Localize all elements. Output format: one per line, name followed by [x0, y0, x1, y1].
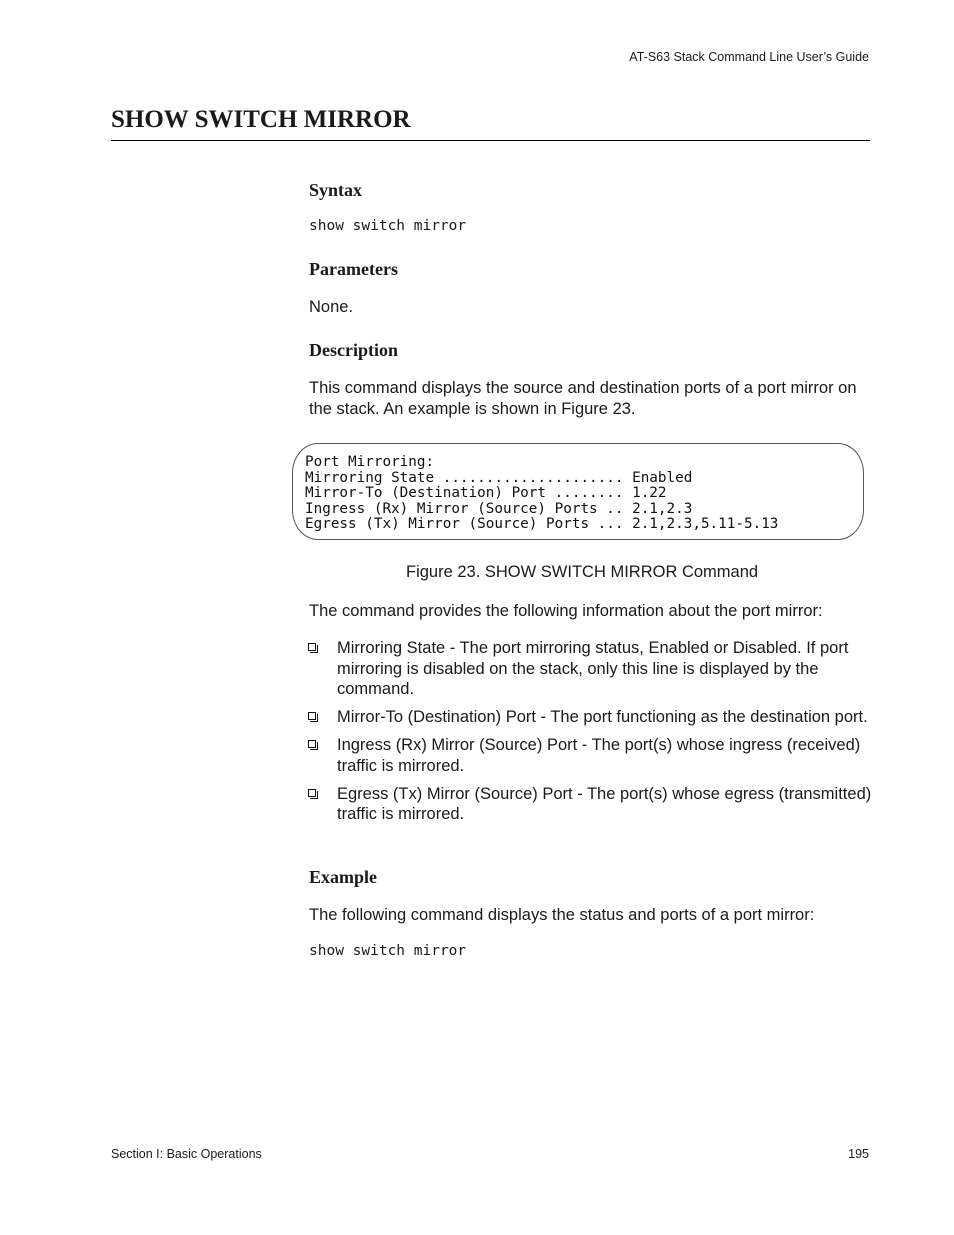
figure-output-text: [305, 455, 778, 533]
figure-line: Egress (Tx) Mirror (Source) Ports ... 2.1,2.3,5.11-5.13: [305, 516, 779, 533]
example-text: The following command displays the status and ports of a port mirror:: [309, 906, 815, 924]
list-item: [307, 707, 872, 728]
box-bullet-icon: [308, 643, 316, 651]
info-bullet-list: [307, 638, 872, 832]
figure-line: Mirror-To (Destination) Port ........ 1.22: [305, 485, 667, 502]
list-item: [307, 784, 872, 825]
page-number: 195: [848, 1147, 869, 1161]
info-intro: The command provides the following information about the port mirror:: [309, 602, 823, 620]
figure-line: Port Mirroring:: [305, 454, 435, 470]
figure-line: Ingress (Rx) Mirror (Source) Ports .. 2.1,2.3: [305, 500, 693, 517]
description-text: This command displays the source and destination ports of a port mirror on the stack. An example is shown in Figure 23.: [309, 379, 857, 418]
description-heading: Description: [309, 340, 398, 360]
page-title: SHOW SWITCH MIRROR: [111, 106, 411, 133]
list-item: [307, 735, 872, 776]
figure-caption: Figure 23. SHOW SWITCH MIRROR Command: [406, 563, 759, 581]
example-command: show switch mirror: [309, 943, 467, 959]
running-header: AT-S63 Stack Command Line User’s Guide: [629, 50, 869, 64]
list-item-text: Mirror-To (Destination) Port - The port functioning as the destination port.: [337, 708, 868, 726]
box-bullet-icon: [308, 712, 316, 720]
list-item-text: Mirroring State - The port mirroring status, Enabled or Disabled. If port mirroring is disabled on the stack, only this line is displayed by the command.: [337, 639, 849, 698]
box-bullet-icon: [308, 789, 316, 797]
list-item: [307, 638, 872, 700]
syntax-command: show switch mirror: [309, 218, 467, 234]
parameters-text: None.: [309, 298, 354, 316]
title-rule: [111, 140, 870, 141]
example-heading: Example: [309, 867, 378, 887]
list-item-text: Ingress (Rx) Mirror (Source) Port - The port(s) whose ingress (received) traffic is mirrored.: [337, 736, 861, 775]
figure-line: Mirroring State ..................... Enabled: [305, 469, 693, 486]
box-bullet-icon: [308, 740, 316, 748]
list-item-text: Egress (Tx) Mirror (Source) Port - The port(s) whose egress (transmitted) traffic is mirrored.: [337, 784, 872, 823]
figure-output-box: [292, 443, 864, 540]
syntax-heading: Syntax: [309, 180, 363, 200]
parameters-heading: Parameters: [309, 259, 398, 279]
footer-section: Section I: Basic Operations: [111, 1147, 262, 1161]
